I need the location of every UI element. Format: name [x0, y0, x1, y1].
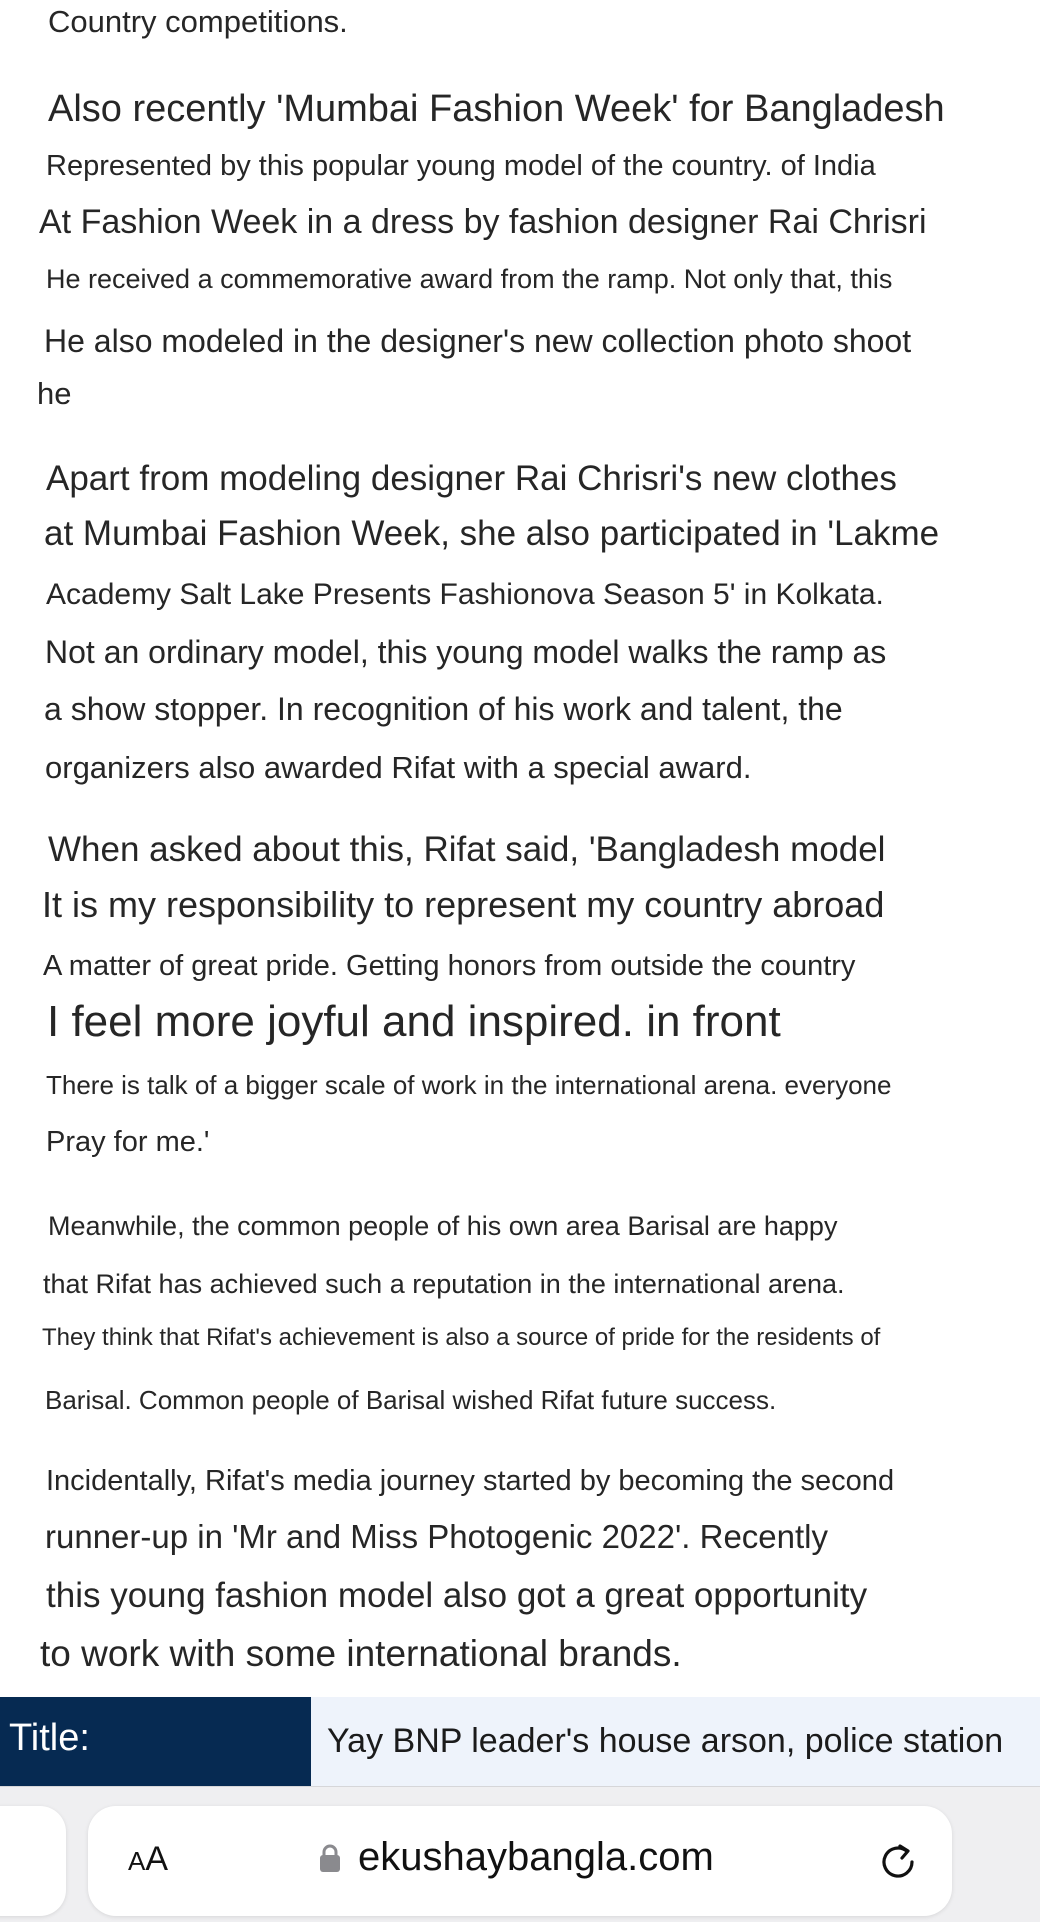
- article-line: He also modeled in the designer's new collection photo shoot: [44, 323, 912, 359]
- article-line: It is my responsibility to represent my country abroad: [42, 884, 885, 925]
- domain-text[interactable]: ekushaybangla.com: [358, 1835, 714, 1879]
- article-line: He received a commemorative award from the ramp. Not only that, this: [46, 264, 893, 294]
- article-line: Meanwhile, the common people of his own area Barisal are happy: [48, 1211, 838, 1241]
- article-line: Pray for me.': [46, 1126, 210, 1158]
- previous-tab-card[interactable]: [0, 1806, 66, 1916]
- article-line: that Rifat has achieved such a reputation in the international arena.: [43, 1269, 845, 1299]
- text-size-large-a: A: [145, 1840, 169, 1878]
- title-label: Title:: [9, 1717, 90, 1759]
- headline-box[interactable]: [311, 1697, 1040, 1786]
- article-line: At Fashion Week in a dress by fashion designer Rai Chrisri: [39, 203, 927, 241]
- text-size-button[interactable]: [118, 1834, 178, 1884]
- lock-icon: [318, 1843, 342, 1873]
- title-label-box: [0, 1697, 311, 1786]
- reload-icon[interactable]: [876, 1840, 920, 1884]
- headline-text[interactable]: Yay BNP leader's house arson, police station: [327, 1722, 1004, 1760]
- article-line: When asked about this, Rifat said, 'Bangladesh model: [48, 830, 886, 869]
- article-line: Barisal. Common people of Barisal wished Rifat future success.: [45, 1385, 777, 1415]
- article-line: Not an ordinary model, this young model walks the ramp as: [45, 634, 887, 670]
- headline-ticker: [0, 1697, 1040, 1786]
- article-line: They think that Rifat's achievement is also a source of pride for the residents of: [42, 1324, 881, 1351]
- article-line: I feel more joyful and inspired. in front: [47, 997, 781, 1046]
- article-line: Represented by this popular young model of the country. of India: [46, 150, 876, 182]
- article-line: at Mumbai Fashion Week, she also participated in 'Lakme: [44, 514, 940, 553]
- browser-address-bar: [0, 1786, 1040, 1922]
- article-line: organizers also awarded Rifat with a special award.: [45, 750, 752, 785]
- article-line: Incidentally, Rifat's media journey started by becoming the second: [46, 1465, 895, 1497]
- text-size-small-a: A: [127, 1846, 146, 1876]
- article-line: Academy Salt Lake Presents Fashionova Season 5' in Kolkata.: [46, 578, 884, 611]
- article-line: Also recently 'Mumbai Fashion Week' for Bangladesh: [48, 88, 945, 130]
- article-line: to work with some international brands.: [40, 1633, 682, 1674]
- article-line: this young fashion model also got a great opportunity: [46, 1576, 868, 1615]
- article-line: runner-up in 'Mr and Miss Photogenic 2022'. Recently: [45, 1518, 829, 1555]
- article-line: Country competitions.: [48, 4, 348, 39]
- article-line: There is talk of a bigger scale of work in the international arena. everyone: [46, 1070, 892, 1100]
- article-line: Apart from modeling designer Rai Chrisri's new clothes: [46, 459, 897, 498]
- article-line: a show stopper. In recognition of his work and talent, the: [44, 691, 843, 727]
- article-line: A matter of great pride. Getting honors from outside the country: [43, 950, 856, 982]
- article-line: he: [37, 376, 72, 411]
